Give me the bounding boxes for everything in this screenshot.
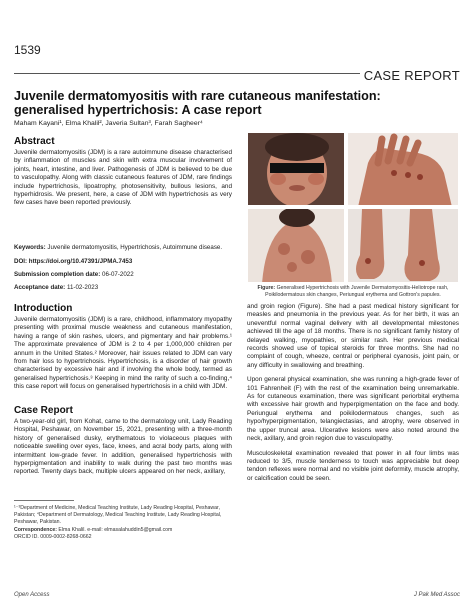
- author-list: Maham Kayani¹, Elma Khalil², Javeria Sultan³, Farah Sagheer⁴: [14, 120, 203, 127]
- hands-photo: [347, 132, 459, 206]
- abstract-section: [14, 136, 232, 208]
- orcid: ORCID ID. 0009-0002-8268-0662: [14, 533, 92, 540]
- footer-journal: J Pak Med Assoc: [413, 592, 460, 598]
- right-column-text: [247, 303, 459, 483]
- feet-photo: [347, 208, 459, 283]
- case-report-heading: Case Report: [14, 405, 73, 416]
- correspondence-line: [14, 527, 232, 534]
- footnote-divider: [14, 500, 74, 501]
- introduction-heading: Introduction: [14, 303, 73, 314]
- figure-caption: [247, 285, 459, 298]
- acceptance-label: Acceptance date:: [14, 284, 66, 291]
- case-report-section: [14, 405, 232, 477]
- page-number: 1539: [14, 43, 41, 57]
- submission-line: [14, 271, 232, 279]
- abstract-heading: Abstract: [14, 136, 55, 147]
- article-meta: [14, 244, 232, 292]
- case-report-text: A two-year-old girl, from Kohat, came to the dermatology unit, Lady Reading Hospital, Peshawar, on November 15, 2021, presenting with a three-month history of generalised dusky, erythematous to violaceous plaques with noticeable swelling over eyes, face, knees, and acral body parts, along with intermittent low-grade fever. In addition, generalised hypertrichosis with hyperpigmentation and inability to walk during the past two months was reported. Twenty days back, multiple ulcers appeared on her neck, axillary,: [14, 418, 232, 476]
- submission-label: Submission completion date:: [14, 271, 101, 278]
- history-paragraph: and groin region (Figure). She had a past medical history significant for measles and pneumonia in the previous year. As for her birth, it was an uneventful normal vaginal delivery with all developmental milestones achieved till the age of 18 months. There is no significant family history of delayed walking, myopathies, or similar rash. Her previous medical records showed use of topical steroids for three months. She had no complaint of cough, wheeze, central or peripheral cyanosis, joint pain, or any difficulty in swallowing and breathing.: [247, 303, 459, 369]
- trunk-photo: [247, 208, 345, 283]
- introduction-section: [14, 303, 232, 392]
- doi-line: [14, 258, 232, 266]
- figure-photos: [247, 132, 459, 283]
- article-type-label: CASE REPORT: [360, 68, 460, 83]
- footer-open-access: Open Access: [14, 592, 50, 598]
- abstract-text: Juvenile dermatomyositis (JDM) is a rare autoimmune disease characterised by inflammation of muscles and skin with extra muscular involvement of joints, heart, intestine, and liver. Pathogenesis of JDM is believed to be due to vasculopathy. Along with classic cutaneous features of JDM, rare findings include hypertrichosis, lipoatrophy, photosensitivity, bullous lesions, and hyperhidrosis. We present, here, a case of JDM with hypertrichosis as very few cases have been reported previously.: [14, 149, 232, 207]
- musculoskeletal-paragraph: Musculoskeletal examination revealed that power in all four limbs was reduced to 3/5, muscle tenderness to touch was appreciable but deep tendon reflexes were normal and no visible joint deformity, muscle atrophy, or calcification could be seen.: [247, 449, 459, 482]
- figure-caption-label: Figure:: [257, 285, 276, 291]
- affiliations: ¹⁻³Department of Medicine, Medical Teaching Institute, Lady Reading Hospital, Peshawar, Pakistan; ⁴Department of Dermatology, Medical Teaching Institute, Lady Reading Hospital, Peshawar, Pakistan.: [14, 505, 222, 526]
- acceptance-line: [14, 284, 232, 292]
- article-title: Juvenile dermatomyositis with rare cutaneous manifestation: generalised hypertrichosis: A case report: [14, 89, 381, 117]
- figure-caption-text: Generalised Hypertrichosis with Juvenile Dermatomyositis-Heliotrope rash, Poikilodermatous skin changes, Periungual erythema and Gottron's papules.: [265, 285, 449, 298]
- acceptance-date: 11-02-2023: [66, 284, 99, 291]
- keywords-label: Keywords:: [14, 244, 46, 251]
- submission-date: 06-07-2022: [102, 271, 134, 278]
- footnotes: [14, 505, 232, 541]
- face-photo: [247, 132, 345, 206]
- introduction-text: Juvenile dermatomyositis (JDM) is a rare, childhood, inflammatory myopathy presenting with proximal muscle weakness and cutaneous manifestation, having a range of skin rashes, ulcers, and pigmentary and hair problems.¹ The approximate prevalence of JDM is 2 to 4 per 1,000,000 children per annum in the United States.² Moreover, hair issues related to JDM can vary from hair loss to hypertrichosis. Hypertrichosis, is a disorder of hair growth characterised by excessive hair and if involving the whole body, termed as generalised hypertrichosis.³ Keeping in mind the rarity of such a co-finding,⁴ this case report will focus on generalised hypertrichosis in a child with JDM.: [14, 316, 232, 391]
- keywords-line: [14, 244, 232, 252]
- keywords-value: Juvenile dermatomyositis, Hypertrichosis, Autoimmune disease.: [47, 244, 223, 251]
- doi-link[interactable]: https://doi.org/10.47391/JPMA.7453: [28, 258, 133, 265]
- doi-label: DOI:: [14, 258, 28, 265]
- correspondence-label: Correspondence:: [14, 526, 57, 533]
- examination-paragraph: Upon general physical examination, she was running a high-grade fever of 101 Fahrenheit (F) with the rest of the examination being unremarkable. As for cutaneous examination, there was significant periorbital erythema with excessive hair growth and hyperpigmentation on the face and body. Periungual erythema and poikilodermatous changes, such as hypo/hyperpigmentation, telangiectasias, and atrophy, were observed in the upper truncal area. Ulcerative lesions were also noted around the neck, axillary, and groin region due to vasculopathy.: [247, 376, 459, 443]
- correspondence-text: Elma Khalil. e-mail: elmasalahuddin5@gmail.com: [58, 526, 173, 533]
